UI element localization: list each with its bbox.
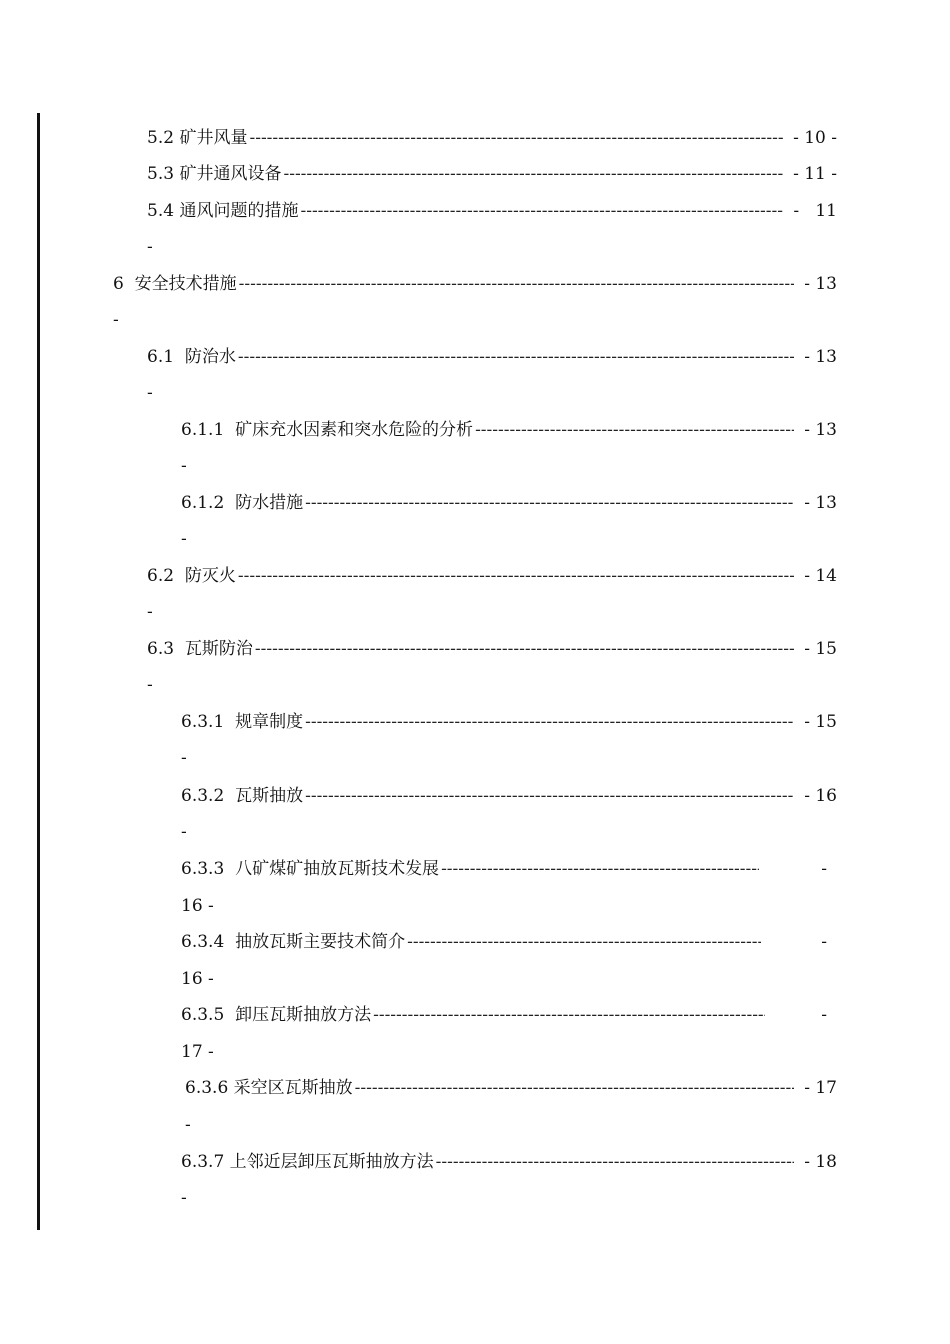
- toc-entry-label: 6.1.1 矿床充水因素和突水危险的分析: [181, 420, 474, 440]
- toc-leader: [441, 859, 759, 879]
- toc-page-number: - 13: [804, 420, 837, 440]
- toc-page-number: - 15: [804, 639, 837, 659]
- toc-page-number: - 13: [804, 274, 837, 294]
- toc-entry[interactable]: [147, 347, 837, 367]
- toc-entry[interactable]: [181, 859, 827, 879]
- toc-page-number: - 13: [804, 493, 837, 513]
- toc-leader: [300, 201, 783, 221]
- toc-entry[interactable]: [181, 420, 837, 440]
- toc-entry-label: 6.1 防治水: [147, 347, 236, 367]
- toc-page-number: -: [821, 1005, 827, 1025]
- toc-page-number: - 17: [804, 1078, 837, 1098]
- toc-leader: [239, 274, 795, 294]
- toc-wrap-tail: -: [181, 529, 187, 549]
- toc-entry-label: 5.2 矿井风量: [147, 128, 248, 148]
- toc-entry-label: 5.3 矿井通风设备: [147, 164, 282, 184]
- toc-wrap-tail: -: [147, 602, 153, 622]
- toc-leader: [238, 347, 794, 367]
- toc-page-number: -: [821, 932, 827, 952]
- toc-entry-label: 6.3.5 卸压瓦斯抽放方法: [181, 1005, 372, 1025]
- toc-leader: [238, 566, 794, 586]
- toc-leader: [373, 1005, 765, 1025]
- toc-entry[interactable]: [181, 493, 837, 513]
- toc-wrap-tail: 16 -: [181, 969, 214, 989]
- toc-entry[interactable]: [181, 1152, 837, 1172]
- toc-leader: [305, 712, 794, 732]
- toc-wrap-tail: -: [181, 1188, 187, 1208]
- toc-leader: [355, 1078, 795, 1098]
- toc-leader: [305, 786, 794, 806]
- toc-wrap-tail: -: [147, 675, 153, 695]
- toc-entry-label: 6.3.3 八矿煤矿抽放瓦斯技术发展: [181, 859, 440, 879]
- toc-entry[interactable]: [181, 1005, 827, 1025]
- toc-page-number: -: [821, 859, 827, 879]
- toc-wrap-tail: -: [113, 310, 119, 330]
- toc-entry-label: 5.4 通风问题的措施: [147, 201, 299, 221]
- toc-entry[interactable]: [147, 566, 837, 586]
- toc-entry[interactable]: [113, 274, 837, 294]
- toc-leader: [255, 639, 794, 659]
- toc-entry-label: 6.3.6 采空区瓦斯抽放: [185, 1078, 353, 1098]
- toc-entry-label: 6.3 瓦斯防治: [147, 639, 253, 659]
- toc-entry[interactable]: [147, 639, 837, 659]
- toc-page-number: - 14: [804, 566, 837, 586]
- toc-page-number: - 10 -: [793, 128, 837, 148]
- toc-leader: [305, 493, 794, 513]
- toc-entry-label: 6.1.2 防水措施: [181, 493, 304, 513]
- toc-leader: [249, 128, 783, 148]
- toc-entry-label: 6.3.7 上邻近层卸压瓦斯抽放方法: [181, 1152, 434, 1172]
- toc-leader: [283, 164, 783, 184]
- toc-page-number: - 11 -: [793, 164, 837, 184]
- toc-entry[interactable]: [185, 1078, 837, 1098]
- toc-page-number: - 15: [804, 712, 837, 732]
- toc-entry-label: 6.3.4 抽放瓦斯主要技术简介: [181, 932, 406, 952]
- toc-page-number: - 16: [804, 786, 837, 806]
- toc-wrap-tail: -: [147, 237, 153, 257]
- toc-entry-label: 6.3.2 瓦斯抽放: [181, 786, 304, 806]
- toc-leader: [407, 932, 761, 952]
- toc-wrap-tail: -: [147, 383, 153, 403]
- toc-entry[interactable]: [147, 164, 837, 184]
- toc-page-number: - 18: [804, 1152, 837, 1172]
- toc-leader: [436, 1152, 795, 1172]
- toc-wrap-tail: -: [181, 748, 187, 768]
- toc-wrap-tail: 17 -: [181, 1042, 214, 1062]
- toc-page-number: - 13: [804, 347, 837, 367]
- toc-entry-label: 6 安全技术措施: [113, 274, 237, 294]
- toc-entry[interactable]: [147, 128, 837, 148]
- toc-entry[interactable]: [181, 712, 837, 732]
- toc-entry[interactable]: [181, 786, 837, 806]
- toc-wrap-tail: -: [185, 1115, 191, 1135]
- toc-page-number: - 11: [793, 201, 837, 221]
- toc-entry-label: 6.2 防灭火: [147, 566, 236, 586]
- toc-wrap-tail: -: [181, 456, 187, 476]
- toc-wrap-tail: 16 -: [181, 896, 214, 916]
- toc-entry[interactable]: [181, 932, 827, 952]
- toc-wrap-tail: -: [181, 822, 187, 842]
- toc-entry-label: 6.3.1 规章制度: [181, 712, 304, 732]
- toc-entry[interactable]: [147, 201, 837, 221]
- toc-leader: [475, 420, 794, 440]
